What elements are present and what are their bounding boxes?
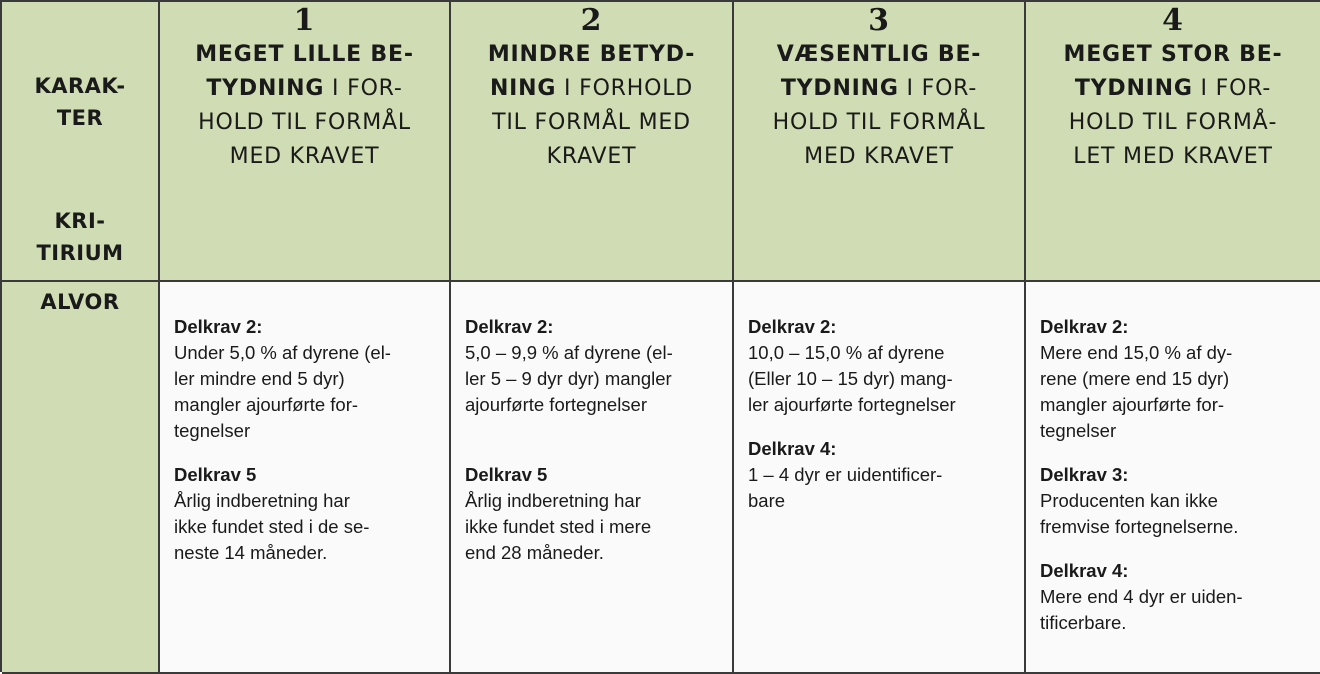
column-title-bold: VÆSENTLIG BE- TYDNING: [776, 42, 982, 101]
requirement-label: Delkrav 2:: [1040, 316, 1129, 337]
requirement-label: Delkrav 4:: [1040, 560, 1129, 581]
column-title-rest: I FOR- HOLD TIL FORMÅL MED KRAVET: [198, 76, 411, 169]
requirement-text: 10,0 – 15,0 % af dyrene (Eller 10 – 15 dyr) mang- ler ajourførte fortegnelser: [748, 342, 956, 415]
requirement-text: Årlig indberetning har ikke fundet sted i mere end 28 måneder.: [465, 490, 652, 563]
content-cell-3: [734, 282, 1026, 674]
content-cell-2: [451, 282, 734, 674]
requirement-block: [748, 314, 1014, 418]
requirement-block: [1040, 462, 1310, 540]
content-cell-1: [160, 282, 451, 674]
requirement-block: [465, 462, 722, 566]
requirement-label: Delkrav 2:: [465, 316, 554, 337]
karakter-label: KARAK- TER: [34, 74, 126, 130]
requirement-label: Delkrav 5: [174, 464, 257, 485]
column-header-3: [734, 2, 1026, 282]
requirement-text: Mere end 4 dyr er uiden- tificerbare.: [1040, 586, 1243, 633]
column-title-rest: I FOR- HOLD TIL FORMÅ- LET MED KRAVET: [1068, 76, 1278, 169]
content-cell-4: [1026, 282, 1320, 674]
column-header-1: [160, 2, 451, 282]
kriterium-label: KRI- TIRIUM: [36, 209, 124, 265]
column-number: 4: [1162, 3, 1184, 38]
requirement-block: [174, 314, 439, 444]
row-label-cell: [2, 282, 160, 674]
column-title-bold: MINDRE BETYD- NING: [487, 42, 696, 101]
requirement-text: Årlig indberetning har ikke fundet sted i de se- neste 14 måneder.: [174, 490, 370, 563]
requirement-text: 5,0 – 9,9 % af dyrene (el- ler 5 – 9 dyr dyr) mangler ajourførte fortegnelser: [465, 342, 673, 415]
requirement-label: Delkrav 3:: [1040, 464, 1129, 485]
column-number: 2: [580, 3, 603, 38]
requirement-block: [465, 314, 722, 418]
column-header-2: [451, 2, 734, 282]
requirement-text: 1 – 4 dyr er uidentificer- bare: [748, 464, 943, 511]
column-number: 3: [868, 3, 890, 38]
requirement-label: Delkrav 2:: [174, 316, 263, 337]
requirement-block: [748, 436, 1014, 514]
requirement-label: Delkrav 2:: [748, 316, 837, 337]
column-header-4: [1026, 2, 1320, 282]
requirement-block: [174, 462, 439, 566]
requirement-text: Mere end 15,0 % af dy- rene (mere end 15 dyr) mangler ajourførte for- tegnelser: [1040, 342, 1233, 441]
column-title-rest: I FORHOLD TIL FORMÅL MED KRAVET: [492, 76, 694, 169]
column-title-rest: I FOR- HOLD TIL FORMÅL MED KRAVET: [772, 76, 986, 169]
column-number: 1: [293, 3, 316, 38]
requirement-block: [1040, 314, 1310, 444]
requirement-label: Delkrav 4:: [748, 438, 837, 459]
requirement-text: Producenten kan ikke fremvise fortegnelserne.: [1040, 490, 1239, 537]
requirement-label: Delkrav 5: [465, 464, 548, 485]
column-title-bold: MEGET STOR BE- TYDNING: [1063, 42, 1283, 101]
criteria-header-cell: [2, 2, 160, 282]
row-label: ALVOR: [40, 290, 120, 314]
requirement-block: [1040, 558, 1310, 636]
column-title-bold: MEGET LILLE BE- TYDNING: [195, 42, 414, 101]
requirement-text: Under 5,0 % af dyrene (el- ler mindre end 5 dyr) mangler ajourførte for- tegnelser: [174, 342, 391, 441]
